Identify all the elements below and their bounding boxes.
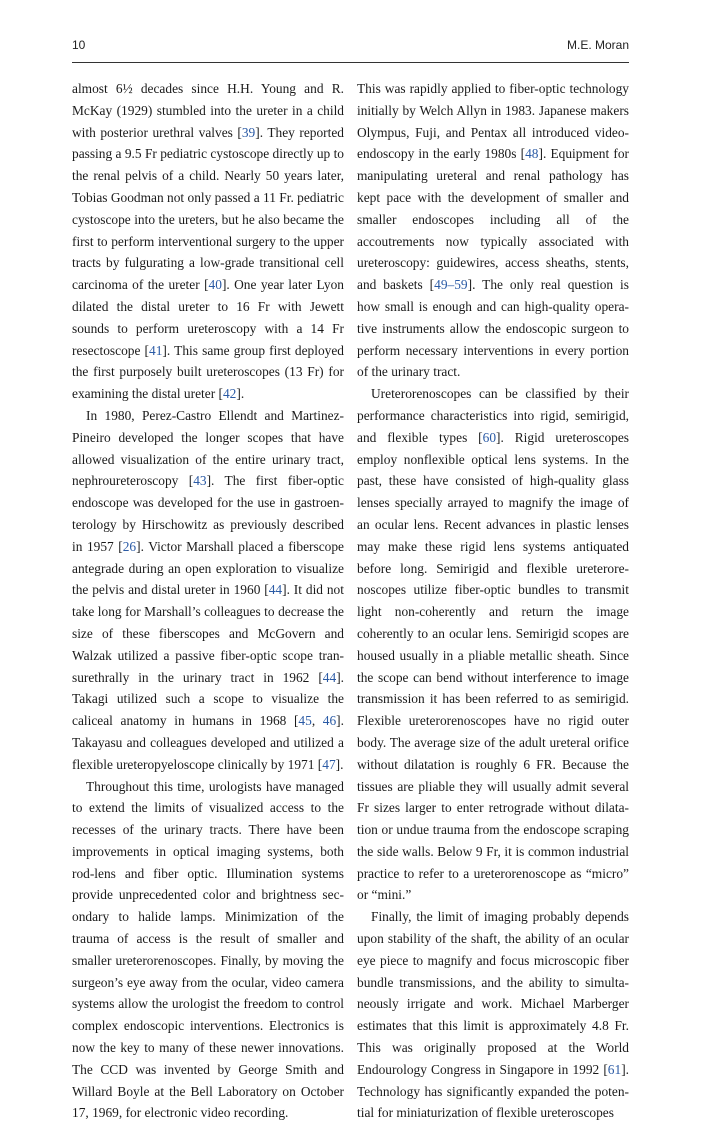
paragraph	[357, 383, 629, 906]
left-column	[72, 78, 344, 1124]
citation-link[interactable]: 42	[223, 386, 236, 401]
paragraph-text: ]. Takagi utilized such a scope to visualize the caliceal anatomy in humans in 1968 [	[72, 670, 344, 729]
citation-link[interactable]: 44	[323, 670, 336, 685]
paragraph-text: ]. Victor Marshall placed a fiberscope antegrade during an open exploration to visualize the pelvis and distal ureter in 1960 [	[72, 539, 344, 598]
paragraph-text: ]. They reported passing a 9.5 Fr pediatric cystoscope directly up to the renal pelvis of a child. Nearly 50 years later, Tobias Goodman not only passed a 11 Fr. pediatric cystoscope into the ureters, but he also became the first to perform interventional surgery to the upper tracts by fulgurating a low-grade transitional cell carcinoma of the ureter [	[72, 125, 344, 293]
paragraph	[357, 906, 629, 1124]
citation-link[interactable]: 60	[483, 430, 496, 445]
citation-link[interactable]: 26	[123, 539, 136, 554]
paragraph-text: In 1980, Perez-Castro Ellendt and Martinez-Pineiro developed the longer scopes that have allowed visualization of the entire urinary tract, nephroureteroscopy [	[72, 408, 344, 488]
running-header	[72, 38, 629, 56]
citation-link[interactable]: 46	[323, 713, 336, 728]
paragraph	[357, 78, 629, 383]
paragraph-text: ]. This same group first deployed the first purposely built ureteroscopes (13 Fr) for examining the distal ureter [	[72, 343, 344, 402]
citation-link[interactable]: 44	[269, 582, 282, 597]
paragraph-text: ]. The first fiber-optic endoscope was developed for the use in gastroenterology by Hirschowitz as previously described in 1957 [	[72, 473, 344, 553]
paragraph-text: ]. Takayasu and colleagues developed and utilized a flexible ureteropyeloscope clinically by 1971 [	[72, 713, 344, 772]
paragraph-text: almost 6½ decades since H.H. Young and R. McKay (1929) stumbled into the ureter in a child with posterior urethral valves [	[72, 81, 344, 140]
paragraph-text: ]. Equipment for manipulating ureteral and renal pathology has kept pace with the development of smaller and smaller endoscopes including all of the accoutrements now typically associated with ureteroscopy: guidewires, access sheaths, stents, and baskets [	[357, 146, 629, 292]
paragraph-text: ]. The only real question is how small is enough and can high-quality operative instruments allow the endoscopic surgeon to perform necessary interventions in every portion of the urinary tract.	[357, 277, 629, 379]
paragraph-text: ]. Rigid ureteroscopes employ nonflexible optical lens systems. In the past, these have consisted of high-quality glass lenses specially arrayed to magnify the image of an ocular lens. Recent advances in plastic lenses may make these rigid lens systems antiquated before long. Semirigid and flexible ureterorenoscopes utilize fiber-optic bundles to transmit light non-coherently and return the image coherently to an ocular lens. Semirigid scopes are housed usually in a pliable metallic sheath. Since the scope can bend without interference to image transmission it has been referred to as semirigid. Flexible ureterorenoscopes have no rigid outer body. The average size of the adult ureteral orifice without dilatation is roughly 6 FR. Because the tissues are pliable they will usually admit several Fr sizes larger to enter retrograde without dilatation or undue trauma from the endoscope scraping the side walls. Below 9 Fr, it is common industrial practice to refer to a ureterorenoscope as “micro” or “mini.”	[357, 430, 629, 903]
citation-link[interactable]: 61	[608, 1062, 621, 1077]
paragraph-text: ]. Technology has significantly expanded the potential for miniaturization of flexible ureteroscopes	[357, 1062, 629, 1121]
citation-link[interactable]: 39	[242, 125, 255, 140]
paragraph	[72, 776, 344, 1124]
page-number: 10	[72, 38, 85, 52]
citation-link[interactable]: 49–59	[434, 277, 467, 292]
paragraph	[72, 78, 344, 405]
header-rule	[72, 62, 629, 63]
paragraph-text: ].	[236, 386, 244, 401]
paragraph	[72, 405, 344, 776]
citation-link[interactable]: 43	[193, 473, 206, 488]
citation-link[interactable]: 41	[149, 343, 162, 358]
paragraph-text: Throughout this time, urologists have managed to extend the limits of visualized access to the recesses of the urinary tracts. There have been improvements in optical imaging systems, both rod-lens and fiber optic. Illumination systems provide unprecedented color and brightness secondary to halide lamps. Minimization of the trauma of access is the result of smaller and smaller ureterorenoscopes. Finally, by moving the surgeon’s eye away from the ocular, video camera systems allow the urologist the freedom to control complex endoscopic interventions. Electronics is now the key to many of these newer innovations. The CCD was invented by George Smith and Willard Boyle at the Bell Laboratory on October 17, 1969, for electronic video recording.	[72, 779, 344, 1121]
right-column	[357, 78, 629, 1124]
paragraph-text: ,	[312, 713, 323, 728]
paragraph-text: Ureterorenoscopes can be classified by their performance characteristics into rigid, semirigid, and flexible types [	[357, 386, 629, 445]
citation-link[interactable]: 45	[298, 713, 311, 728]
citation-link[interactable]: 48	[525, 146, 538, 161]
running-author: M.E. Moran	[567, 38, 629, 52]
citation-link[interactable]: 40	[209, 277, 222, 292]
paragraph-text: ].	[336, 757, 344, 772]
paragraph-text: ]. It did not take long for Marshall’s colleagues to decrease the size of these fiberscopes and McGovern and Walzak utilized a passive fiber-optic scope transurethrally in the urinary tract in 1962 [	[72, 582, 344, 684]
paragraph-text: Finally, the limit of imaging probably depends upon stability of the shaft, the ability of an ocular eye piece to magnify and focus microscopic fiber bundle transmissions, and the ability to simultaneously irrigate and work. Michael Marberger estimates that this limit is approximately 4.8 Fr. This was originally proposed at the World Endourology Congress in Singapore in 1992 [	[357, 909, 629, 1077]
paragraph-text: ]. One year later Lyon dilated the distal ureter to 16 Fr with Jewett sounds to perform ureteroscopy with a 14 Fr resectoscope [	[72, 277, 344, 357]
citation-link[interactable]: 47	[322, 757, 335, 772]
paragraph-text: This was rapidly applied to fiber-optic technology initially by Welch Allyn in 1983. Japanese makers Olympus, Fuji, and Pentax all introduced video-endoscopy in the early 1980s [	[357, 81, 629, 161]
